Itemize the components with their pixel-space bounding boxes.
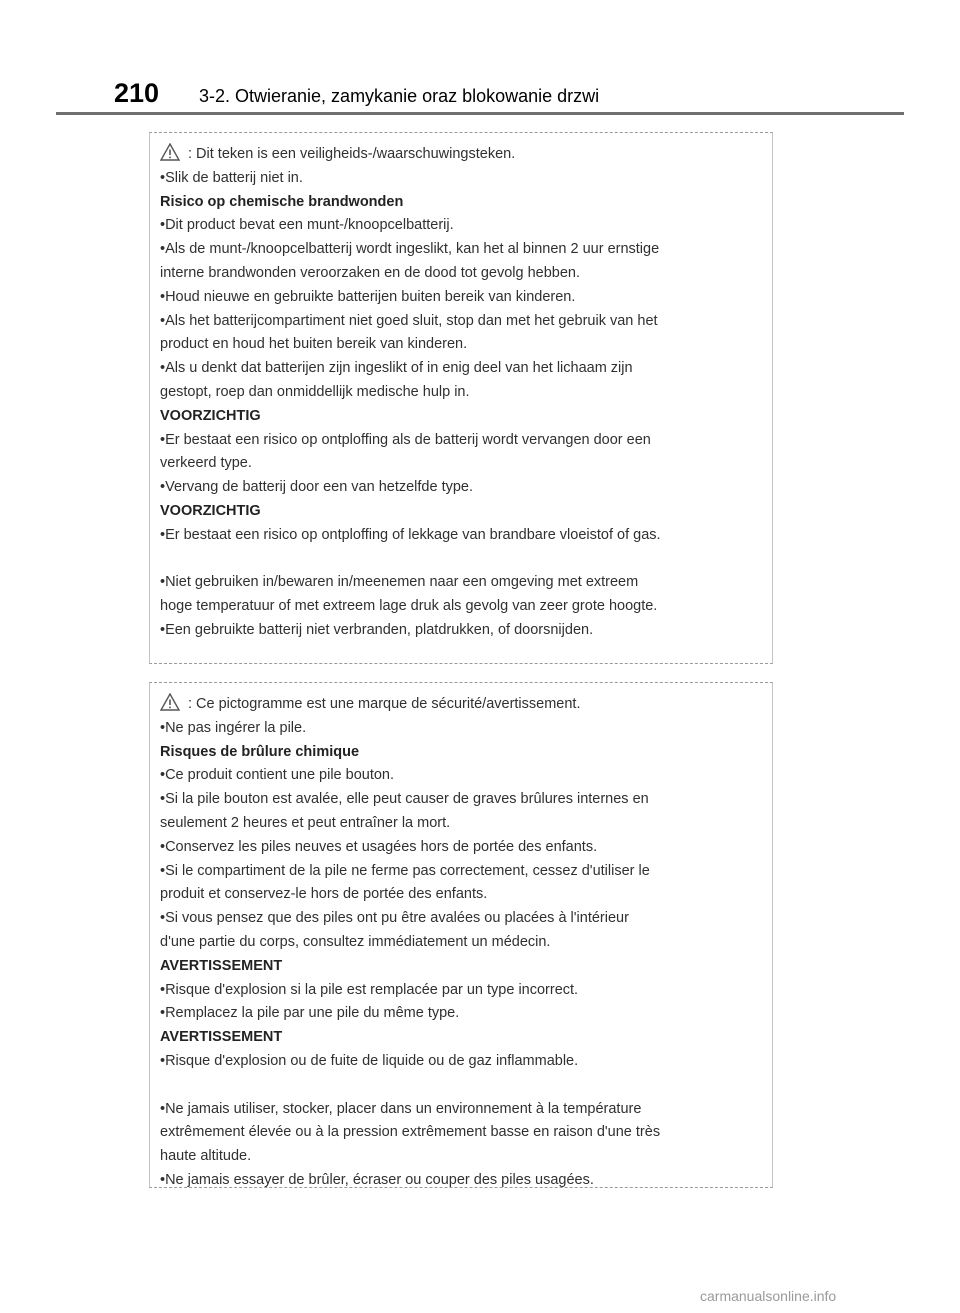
- notice-line: •Ne jamais utiliser, stocker, placer dans un environnement à la température: [160, 1100, 642, 1117]
- notice-heading: Risques de brûlure chimique: [160, 743, 360, 760]
- notice-line: •Er bestaat een risico op ontploffing als de batterij wordt vervangen door een: [160, 431, 651, 448]
- notice-line: haute altitude.: [160, 1148, 252, 1165]
- notice-line: •Ce produit contient une pile bouton.: [160, 767, 395, 784]
- notice-line: •Si vous pensez que des piles ont pu être avalées ou placées à l'intérieur: [160, 910, 629, 927]
- notice-line: •Dit product bevat een munt-/knoopcelbatterij.: [160, 217, 454, 234]
- notice-line: gestopt, roep dan onmiddellijk medische hulp in.: [160, 384, 470, 400]
- notice-line: •Conservez les piles neuves et usagées hors de portée des enfants.: [160, 838, 598, 855]
- notice-line: produit et conservez-le hors de portée des enfants.: [160, 886, 488, 903]
- notice-box-dutch: [149, 132, 773, 664]
- chapter-title: 3-2. Otwieranie, zamykanie oraz blokowanie drzwi: [199, 86, 600, 106]
- notice-heading: Risico op chemische brandwonden: [160, 193, 404, 210]
- notice-line: extrêmement élevée ou à la pression extrêmement basse en raison d'une très: [160, 1124, 661, 1141]
- notice-box-french: [149, 682, 773, 1188]
- notice-line: •Risque d'explosion si la pile est remplacée par un type incorrect.: [160, 981, 579, 998]
- notice-line: •Als u denkt dat batterijen zijn ingeslikt of in enig deel van het lichaam zijn: [160, 360, 633, 377]
- notice-line: hoge temperatuur of met extreem lage druk als gevolg van zeer grote hoogte.: [160, 598, 658, 615]
- notice-line: •Remplacez la pile par une pile du même type.: [160, 1005, 460, 1022]
- watermark: carmanualsonline.info: [700, 1288, 837, 1304]
- notice-line: •Slik de batterij niet in.: [160, 169, 303, 186]
- notice-line: seulement 2 heures et peut entraîner la mort.: [160, 815, 451, 831]
- notice-line: •Houd nieuwe en gebruikte batterijen buiten bereik van kinderen.: [160, 288, 576, 305]
- warning-triangle-icon: [160, 143, 180, 161]
- notice-title: : Ce pictogramme est une marque de sécurité/avertissement.: [188, 696, 581, 712]
- notice-line: •Vervang de batterij door een van hetzelfde type.: [160, 479, 474, 496]
- notice-line: •Si la pile bouton est avalée, elle peut causer de graves brûlures internes en: [160, 791, 649, 808]
- notice-line: interne brandwonden veroorzaken en de dood tot gevolg hebben.: [160, 265, 581, 281]
- notice-line: •Niet gebruiken in/bewaren in/meenemen naar een omgeving met extreem: [160, 574, 639, 591]
- notice-line: •Als het batterijcompartiment niet goed sluit, stop dan met het gebruik van het: [160, 312, 658, 329]
- notice-heading: VOORZICHTIG: [160, 503, 261, 519]
- page-number: 210: [114, 78, 160, 108]
- notice-line: d'une partie du corps, consultez immédiatement un médecin.: [160, 934, 551, 950]
- warning-triangle-icon: [160, 693, 180, 711]
- notice-line: •Risque d'explosion ou de fuite de liquide ou de gaz inflammable.: [160, 1053, 579, 1069]
- notice-heading: AVERTISSEMENT: [160, 1029, 283, 1046]
- header-rule: [56, 112, 904, 115]
- notice-line: product en houd het buiten bereik van kinderen.: [160, 336, 468, 353]
- notice-line: •Als de munt-/knoopcelbatterij wordt ingeslikt, kan het al binnen 2 uur ernstige: [160, 241, 660, 258]
- notice-line: •Si le compartiment de la pile ne ferme pas correctement, cessez d'utiliser le: [160, 862, 650, 879]
- notice-heading: AVERTISSEMENT: [160, 957, 283, 974]
- notice-line: •Er bestaat een risico op ontploffing of lekkage van brandbare vloeistof of gas.: [160, 526, 661, 543]
- notice-line: verkeerd type.: [160, 455, 252, 472]
- notice-line: •Een gebruikte batterij niet verbranden, platdrukken, of doorsnijden.: [160, 622, 594, 638]
- notice-line: •Ne pas ingérer la pile.: [160, 719, 307, 736]
- notice-title: : Dit teken is een veiligheids-/waarschuwingsteken.: [188, 146, 516, 162]
- notice-line: •Ne jamais essayer de brûler, écraser ou couper des piles usagées.: [160, 1172, 594, 1188]
- notice-heading: VOORZICHTIG: [160, 407, 261, 424]
- page-header: [56, 78, 904, 116]
